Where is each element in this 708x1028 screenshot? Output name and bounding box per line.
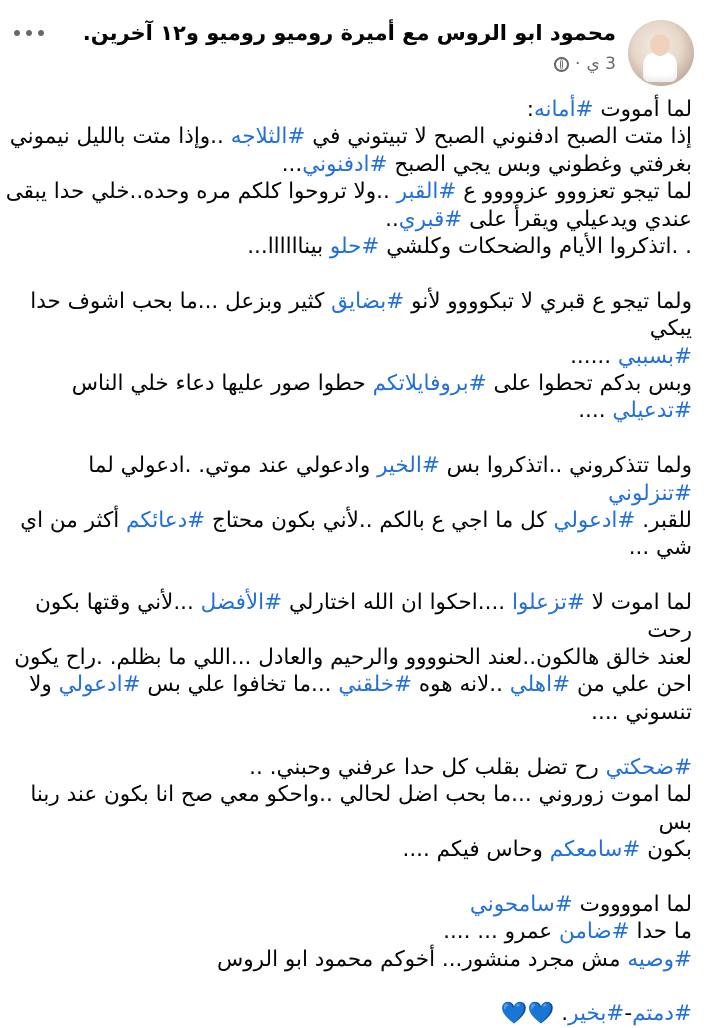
post-text-segment: كثير وبزعل ...ما بحب اشوف حدا يبكي [30,288,692,342]
post-line [2,452,692,507]
post-text-segment: للقبر. [635,508,692,534]
hashtag-link[interactable]: #اهلي [509,672,571,698]
post-line [2,671,692,698]
post-text-segment: وبس بدكم تحطوا على [486,371,692,397]
hashtag-link[interactable]: #الثلاجه [230,124,306,150]
post-text-segment: ما حدا [629,919,692,945]
post-text-segment: ..وإذا متت بالليل نيموني [9,124,231,150]
post-line [2,644,692,671]
hashtag-link[interactable]: #ضامن [558,919,630,945]
blue-heart-icon: 💙💙 [500,1001,555,1027]
globe-icon [554,57,569,72]
paragraph-gap [2,562,692,589]
post-line [2,507,692,534]
hashtag-link[interactable]: #ادعولي [58,672,141,698]
post-text-segment: لما اموت لا [584,590,692,616]
post-text-segment: رح تضل بقلب كل حدا عرفني وحبني. .. [249,754,606,780]
post-line [2,891,692,918]
post-line [2,397,692,424]
hashtag-link[interactable]: #الأفضل [200,590,283,616]
post-time[interactable]: 3 ي [586,54,616,74]
author-name[interactable]: محمود ابو الروس مع أميرة روميو روميو و١٢ آخرين. [82,21,616,45]
post-text-segment: لما اموت زوروني ...ما بحب اضل لحالي ..واحكو معي صح انا بكون عند ربنا بس [30,782,692,835]
post-text-segment: حطوا صور عليها دعاء خلي الناس [71,371,373,397]
paragraph-gap [2,863,692,890]
hashtag-link[interactable]: #دمتم [632,1001,692,1027]
meta-separator: · [575,54,581,74]
hashtag-link[interactable]: #تزعلوا [511,590,585,616]
paragraph-gap [2,973,692,1000]
more-options-button[interactable] [14,22,44,44]
post-line [2,151,692,178]
post-text-segment: .. [385,206,399,232]
post-line [2,206,692,233]
post-text-segment: عمرو ... .... [443,919,559,945]
post-text-segment: ولا [29,672,59,698]
post-text-segment: عندي ويدعيلي ويقرأ على [462,206,692,232]
post-text-segment: ...... [570,343,618,369]
hashtag-link[interactable]: #قبري [398,206,463,232]
avatar-figure [643,52,677,82]
paragraph-gap [2,260,692,287]
post-text-segment: ولما تيجو ع قبري لا تبكوووو لأنو [404,288,692,314]
post-text-segment: احن علي من [570,672,692,698]
post-text-segment: ....احكوا ان الله اختارلي [282,590,512,616]
hashtag-link[interactable]: #بروفايلاتكم [372,371,487,397]
hashtag-link[interactable]: #بخير [568,1001,625,1027]
post-line [2,178,692,205]
dot-icon [38,30,44,36]
post-text-segment: إذا متت الصبح ادفنوني الصبح لا تبيتوني في [305,124,692,150]
post-header [82,18,616,76]
hashtag-link[interactable]: #ادعولي [553,508,636,534]
avatar-figure-head [650,34,670,56]
post-text-segment: - [624,1001,633,1027]
post-line [2,370,692,397]
post-text [2,96,692,1028]
post-text-segment: . .اتذكروا الأيام والضحكات وكلشي [379,234,692,260]
post-text-segment: : [526,97,534,122]
post-text-segment: وادعولي عند موتي. .ادعولي لما [88,453,378,479]
post-line [2,754,692,781]
post-text-segment: كل ما اجي ع بالكم ..لأني بكون محتاج [205,508,554,534]
hashtag-link[interactable]: #أمانه [534,97,594,122]
dot-icon [14,30,20,36]
post-line [2,233,692,260]
paragraph-gap [2,726,692,753]
hashtag-link[interactable]: #الخير [377,453,440,479]
post-line [2,836,692,863]
post-meta [96,52,616,76]
post-line [2,589,692,644]
avatar[interactable] [628,20,694,86]
post-line [2,1000,692,1027]
post-line [2,946,692,973]
hashtag-link[interactable]: #دعائكم [126,508,206,534]
dot-icon [26,30,32,36]
post-line [2,343,692,370]
hashtag-link[interactable]: #ضحكتي [605,754,692,780]
hashtag-link[interactable]: #القبر [396,179,457,205]
post-line [2,918,692,945]
hashtag-link[interactable]: #تدعيلي [612,398,692,424]
post-text-segment: .... [578,398,613,424]
post-text-segment: بكون [640,836,692,862]
post-text-segment: ولما تتذكروني ..اتذكروا بس [439,453,692,479]
post-text-segment: ...لأني وقتها بكون رحت [35,590,692,643]
post-line [2,534,692,561]
hashtag-link[interactable]: #حلو [329,234,380,260]
paragraph-gap [2,425,692,452]
post-text-segment: لما تيجو تعزووو عزوووو ع [456,179,692,205]
post-text-segment: لما أمووت [593,97,692,122]
hashtag-link[interactable]: #سامعكم [549,836,641,862]
post-text-segment: ..لانه هوه [412,672,510,698]
post-text-segment: مش مجرد منشور... أخوكم محمود ابو الروس [217,946,628,972]
post-text-segment: . [554,1001,569,1027]
post-text-segment: وحاس فيكم .... [402,836,550,862]
post-text-segment: لعند خالق هالكون..لعند الحنوووو والرحيم والعادل ...اللي ما بظلم. .راح يكون [14,645,692,671]
post-text-segment: تنسوني .... [591,699,692,725]
post-text-segment: لما امووووت [572,891,692,917]
hashtag-link[interactable]: #ادفنوني [302,151,388,177]
hashtag-link[interactable]: #سامحوني [469,891,573,917]
post-text-segment: بغرفتي وغطوني وبس يجي الصبح [387,151,692,177]
post-text-segment: ...ما تخافوا علي بس [140,672,339,698]
hashtag-link[interactable]: #بسببي [617,343,692,369]
post-text-segment: ... [281,151,303,177]
post-line [2,699,692,726]
post-line [2,96,692,123]
post-text-segment: أكثر من اي [20,508,127,534]
post-text-segment: ..ولا تروحوا كلكم مره وحده..خلي حدا يبقى [5,179,397,205]
post-text-segment: بيناااااا... [247,234,330,260]
post-line [2,781,692,836]
post-line [2,288,692,343]
hashtag-link[interactable]: #خلقني [338,672,413,698]
hashtag-link[interactable]: #بضايق [331,288,405,314]
post-text-segment: شي ... [628,535,692,561]
hashtag-link[interactable]: #تنزلوني [608,480,692,506]
hashtag-link[interactable]: #وصيه [627,946,692,972]
post-line [2,123,692,150]
